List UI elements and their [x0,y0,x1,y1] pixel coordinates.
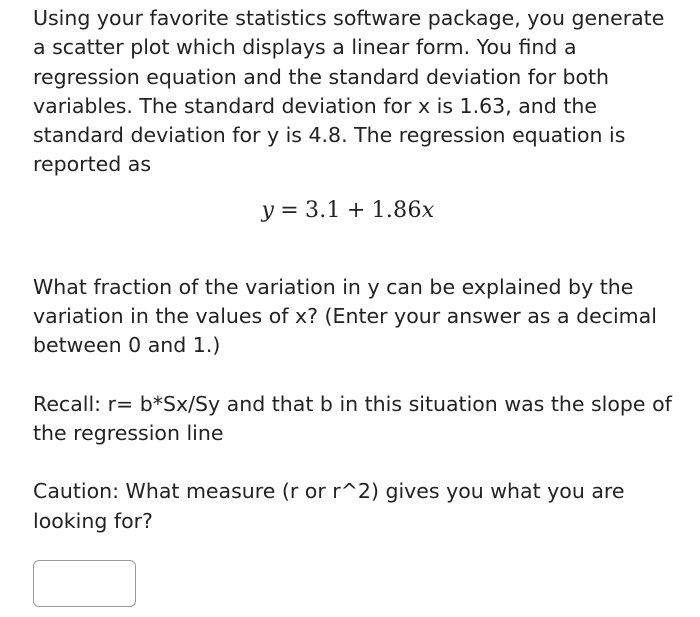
recall-hint: Recall: r= b*Sx/Sy and that b in this situation was the slope of the regression line [33,391,672,445]
problem-statement: Using your favorite statistics software package, you generate a scatter plot which displays a linear form. You find a regression equation and the standard deviation for both variables. The standard deviation for x is 1.63, and the standard deviation for y is 4.8. The regression equation is reported as [33,6,665,177]
equation-intercept: 3.1 [304,197,341,223]
equation-equals: = [280,197,299,223]
equation-x: x [421,197,435,223]
equation-y: y [261,197,275,223]
caution-hint: Caution: What measure (r or r^2) gives you what you are looking for? [33,479,625,533]
question-body [33,4,683,536]
equation-slope: 1.86 [371,197,422,223]
regression-equation [33,196,663,226]
question-prompt: What fraction of the variation in y can be explained by the variation in the values of x? (Enter your answer as a decimal between 0 and 1.) [33,274,657,358]
equation-plus: + [346,197,366,223]
answer-input[interactable] [33,560,136,607]
